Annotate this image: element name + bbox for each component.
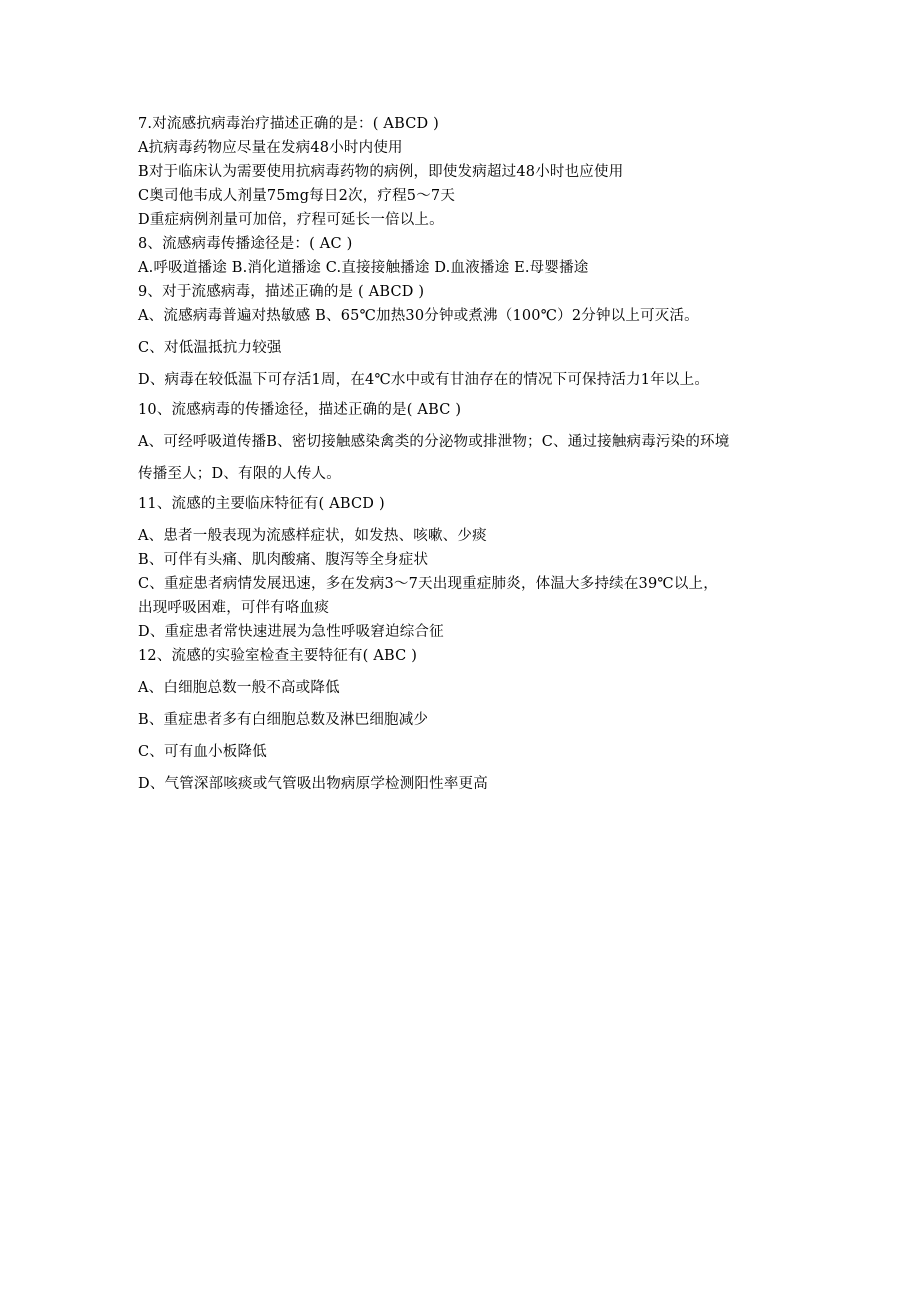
question-12-option-d: D、气管深部咳痰或气管吸出物病原学检测阳性率更高 <box>138 776 488 792</box>
question-12-option-c: C、可有血小板降低 <box>138 744 267 760</box>
question-7-option-d: D重症病例剂量可加倍，疗程可延长一倍以上。 <box>138 212 444 228</box>
question-8-options: A.呼吸道播途 B.消化道播途 C.直接接触播途 D.血液播途 E.母婴播途 <box>138 260 589 276</box>
question-10-options-line-1: A、可经呼吸道传播B、密切接触感染禽类的分泌物或排泄物；C、通过接触病毒污染的环境 <box>138 434 730 450</box>
question-11-option-d: D、重症患者常快速进展为急性呼吸窘迫综合征 <box>138 624 444 640</box>
question-9-option-ab: A、流感病毒普遍对热敏感 B、65℃加热30分钟或煮沸（100℃）2分钟以上可灭活。 <box>138 308 699 324</box>
question-9-option-c: C、对低温抵抗力较强 <box>138 340 282 356</box>
question-7-text: 7.对流感抗病毒治疗描述正确的是：( ABCD ) <box>138 116 439 132</box>
question-7-option-b: B对于临床认为需要使用抗病毒药物的病例，即使发病超过48小时也应使用 <box>138 164 624 180</box>
question-11-option-c: C、重症患者病情发展迅速，多在发病3～7天出现重症肺炎，体温大多持续在39℃以上， <box>138 576 718 592</box>
question-11-option-a: A、患者一般表现为流感样症状，如发热、咳嗽、少痰 <box>138 528 487 544</box>
question-12-text: 12、流感的实验室检查主要特征有( ABC ) <box>138 648 418 664</box>
question-11-option-b: B、可伴有头痛、肌肉酸痛、腹泻等全身症状 <box>138 552 429 568</box>
question-7-option-a: A抗病毒药物应尽量在发病48小时内使用 <box>138 140 403 156</box>
question-8-text: 8、流感病毒传播途径是：( AC ) <box>138 236 353 252</box>
question-9-text: 9、对于流感病毒，描述正确的是 ( ABCD ) <box>138 284 425 300</box>
question-9-option-d: D、病毒在较低温下可存活1周，在4℃水中或有甘油存在的情况下可保持活力1年以上。 <box>138 372 710 388</box>
question-10-options-line-2: 传播至人；D、有限的人传人。 <box>138 466 341 482</box>
question-12-option-a: A、白细胞总数一般不高或降低 <box>138 680 340 696</box>
question-10-text: 10、流感病毒的传播途径，描述正确的是( ABC ) <box>138 402 462 418</box>
question-11-option-c-cont: 出现呼吸困难，可伴有咯血痰 <box>138 600 330 616</box>
question-12-option-b: B、重症患者多有白细胞总数及淋巴细胞减少 <box>138 712 429 728</box>
question-11-text: 11、流感的主要临床特征有( ABCD ) <box>138 496 385 512</box>
question-7-option-c: C奥司他韦成人剂量75mg每日2次，疗程5～7天 <box>138 188 456 204</box>
